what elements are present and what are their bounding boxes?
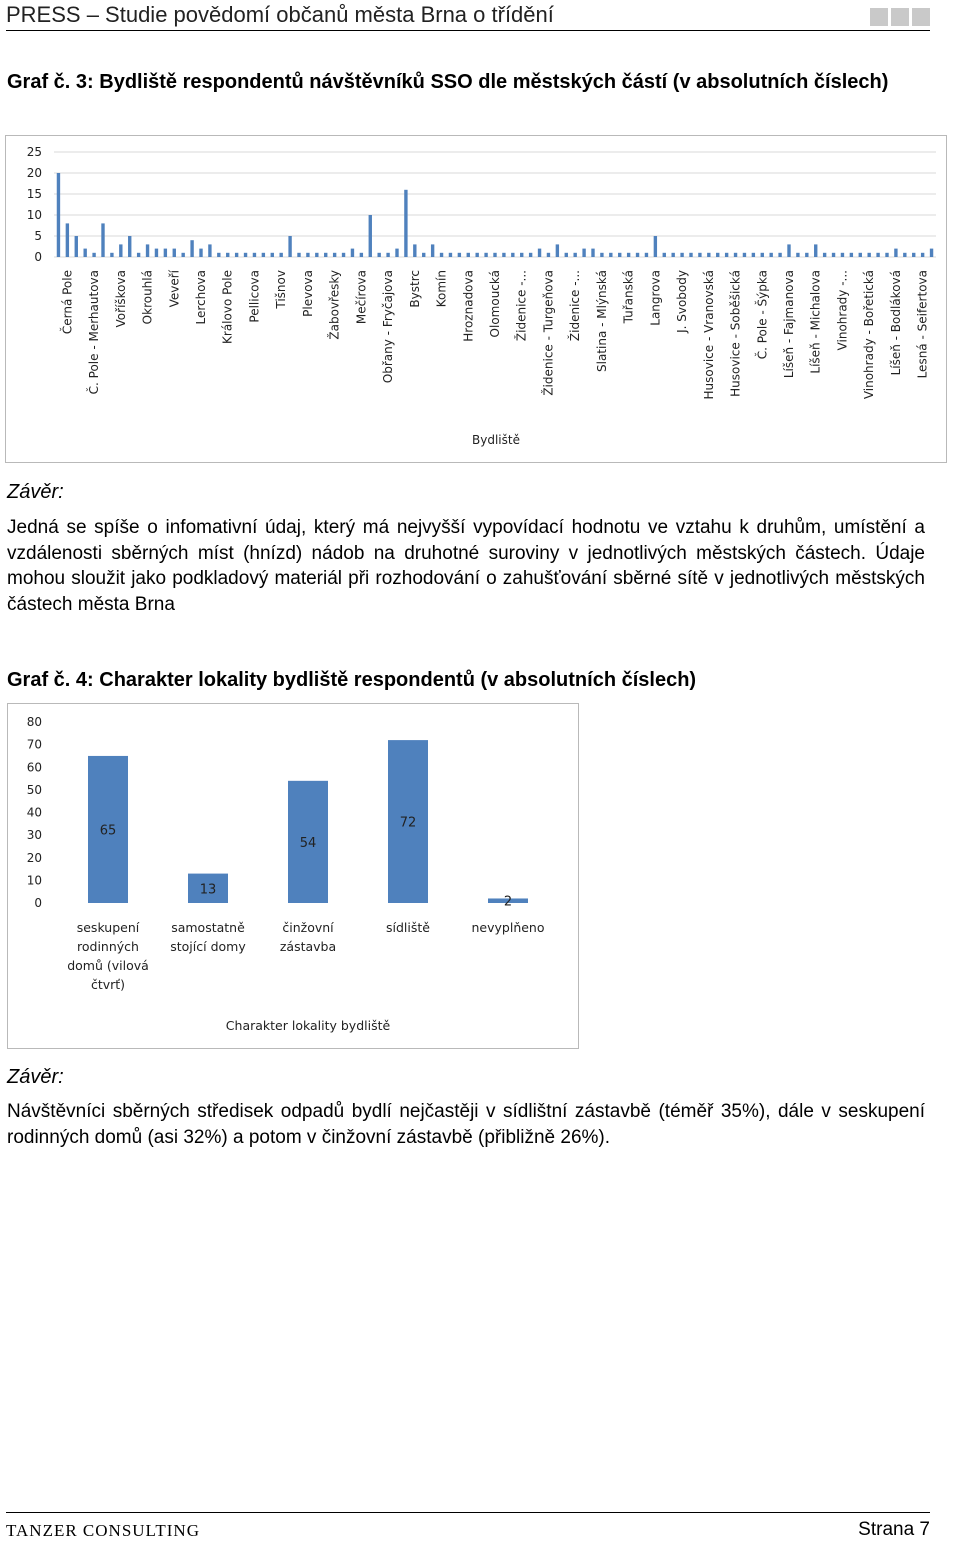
y-tick-label: 20 (26, 850, 42, 865)
x-tick-label: Slatina - Mlýnská (594, 270, 609, 372)
x-tick-label: Líšeň - Michalova (808, 270, 823, 374)
x-tick-label: Obřany - Fryčajova (381, 270, 396, 384)
x-tick-label: činžovní (282, 920, 334, 935)
bar (324, 253, 327, 257)
x-tick-label: Hroznadova (461, 269, 476, 342)
bar (262, 253, 265, 257)
x-tick-label: samostatně (171, 920, 245, 935)
x-tick-label: Lesná - Seifertova (915, 270, 930, 379)
bar (689, 253, 692, 257)
bar (217, 253, 220, 257)
graf3-chart (5, 135, 947, 463)
y-tick-label: 40 (26, 805, 42, 820)
bar (440, 253, 443, 257)
bar (912, 253, 915, 257)
x-tick-label: stojící domy (170, 939, 246, 954)
bar (671, 253, 674, 257)
footer-page-number: Strana 7 (858, 1519, 930, 1540)
bar (743, 253, 746, 257)
bar (369, 215, 372, 257)
bar (181, 253, 184, 257)
bar (867, 253, 870, 257)
x-tick-label: Tuřanská (621, 270, 636, 324)
bar (66, 223, 69, 257)
bar (449, 253, 452, 257)
data-label: 72 (399, 815, 417, 831)
bar (778, 253, 781, 257)
x-tick-label: Husovice - Soběšická (728, 270, 743, 397)
graf4-svg (8, 704, 578, 1048)
x-tick-label: Langrova (648, 270, 663, 326)
bar (493, 253, 496, 257)
bar (823, 253, 826, 257)
bar (484, 253, 487, 257)
x-tick-label: rodinných (77, 939, 139, 954)
bar (119, 244, 122, 257)
page-footer (6, 1512, 930, 1540)
x-axis-title: Bydliště (472, 433, 520, 447)
bar (627, 253, 630, 257)
x-tick-label: Č. Pole - Merhautova (87, 270, 102, 395)
bar (92, 253, 95, 257)
bar (413, 244, 416, 257)
bar (573, 253, 576, 257)
bar (235, 253, 238, 257)
bar (707, 253, 710, 257)
bar (805, 253, 808, 257)
bar (244, 253, 247, 257)
zaver2-text: Návštěvníci sběrných středisek odpadů bydlí nejčastěji v sídlištní zástavbě (téměř 35%), dále v seskupení rodinných domů (asi 32%) a potom v činžovní zástavbě (přibližně 26%). (7, 1101, 925, 1148)
bar (271, 253, 274, 257)
x-tick-label: Vinohrady - Bořetická (862, 270, 877, 400)
bar (360, 253, 363, 257)
bar (511, 253, 514, 257)
bar (796, 253, 799, 257)
bar (591, 249, 594, 257)
bar (734, 253, 737, 257)
x-tick-label: Tišnov (274, 270, 289, 309)
x-tick-label: Vinohrady -... (835, 270, 850, 351)
x-tick-label: Líšeň - Fajmanova (782, 270, 796, 379)
bar (75, 236, 78, 257)
bar (752, 253, 755, 257)
x-tick-label: Lerchova (194, 270, 208, 325)
y-tick-label: 60 (26, 760, 42, 775)
x-tick-label: Č. Pole - Šýpka (755, 270, 770, 360)
bar (279, 253, 282, 257)
footer-company: TANZER CONSULTING (6, 1521, 200, 1540)
bar (395, 249, 398, 257)
bar (57, 173, 60, 257)
bar (467, 253, 470, 257)
bar (386, 253, 389, 257)
data-label: 13 (199, 882, 217, 898)
x-tick-label: Plevova (300, 270, 315, 317)
bar (404, 190, 407, 257)
bar (199, 249, 202, 257)
bar (680, 253, 683, 257)
bar (832, 253, 835, 257)
bar (645, 253, 648, 257)
bar (716, 253, 719, 257)
bar (137, 253, 140, 257)
x-tick-label: Husovice - Vranovská (701, 270, 716, 400)
x-tick-label: sídliště (386, 920, 430, 935)
bar (725, 253, 728, 257)
bar (885, 253, 888, 257)
bar (475, 253, 478, 257)
y-tick-label: 5 (34, 229, 42, 243)
bar (208, 244, 211, 257)
bar (556, 244, 559, 257)
bar (190, 240, 193, 257)
x-tick-label: Židenice -... (568, 270, 583, 342)
y-tick-label: 30 (26, 828, 42, 843)
bar (930, 249, 933, 257)
bar (173, 249, 176, 257)
x-tick-label: seskupení (76, 920, 140, 935)
bar (636, 253, 639, 257)
bar (288, 236, 291, 257)
y-tick-label: 10 (26, 208, 42, 222)
y-tick-label: 0 (34, 250, 42, 264)
page-header (6, 0, 930, 31)
zaver2-label: Závěr: (7, 1066, 64, 1088)
y-tick-label: 70 (26, 737, 42, 752)
bar (164, 249, 167, 257)
bar (921, 253, 924, 257)
bar (529, 253, 532, 257)
y-tick-label: 80 (26, 715, 42, 729)
bar (431, 244, 434, 257)
bar (502, 253, 505, 257)
x-tick-label: Královo Pole (220, 270, 235, 344)
y-tick-label: 25 (26, 145, 42, 159)
graf3-svg (6, 136, 946, 462)
y-tick-label: 10 (26, 873, 42, 888)
x-tick-label: Židenice -... (514, 270, 529, 342)
x-tick-label: Žabovřesky (327, 270, 342, 340)
x-tick-label: zástavba (279, 939, 337, 954)
bar (582, 249, 585, 257)
x-tick-label: Bystrc (407, 270, 422, 308)
bar (663, 253, 666, 257)
grey-squares-logo-icon (870, 8, 930, 26)
bar (600, 253, 603, 257)
bar (814, 244, 817, 257)
x-tick-label: Mečírova (354, 270, 369, 325)
bar (333, 253, 336, 257)
bar (306, 253, 309, 257)
zaver1-text: Jedná se spíše o infomativní údaj, který má nejvyšší vypovídací hodnotu ve vztahu k druhům, umístění a vzdálenosti sběrných míst (hnízd) nádob na druhotné suroviny v jednotlivých městských částech. Údaje mohou sloužit jako podkladový materiál při rozhodování o zahušťování sběrné sítě v jednotlivých městských částech města Brna (7, 517, 925, 615)
header-title: PRESS – Studie povědomí občanů města Brna o třídění (6, 2, 554, 27)
bar (538, 249, 541, 257)
bar (547, 253, 550, 257)
bar (787, 244, 790, 257)
zaver1-label: Závěr: (7, 481, 64, 503)
bar (128, 236, 131, 257)
bar (315, 253, 318, 257)
bar (609, 253, 612, 257)
bar (859, 253, 862, 257)
graf4-heading: Graf č. 4: Charakter lokality bydliště respondentů (v absolutních číslech) (7, 669, 697, 691)
bar (377, 253, 380, 257)
bar (618, 253, 621, 257)
data-label: 54 (299, 835, 317, 851)
bar (155, 249, 158, 257)
bar (894, 249, 897, 257)
bar (841, 253, 844, 257)
data-label: 2 (503, 894, 513, 910)
bar (351, 249, 354, 257)
x-tick-label: domů (vilová (67, 958, 149, 973)
data-label: 65 (99, 823, 117, 839)
bar (297, 253, 300, 257)
x-tick-label: Okrouhlá (140, 270, 155, 325)
graf4-chart (7, 703, 579, 1049)
x-tick-label: J. Svobody (675, 270, 690, 333)
bar (698, 253, 701, 257)
bar (761, 253, 764, 257)
graf3-heading: Graf č. 3: Bydliště respondentů návštěvníků SSO dle městských částí (v absolutních číslech) (7, 71, 889, 93)
x-tick-label: čtvrť) (90, 977, 126, 992)
bar (253, 253, 256, 257)
bar (876, 253, 879, 257)
x-tick-label: Voříškova (113, 270, 128, 328)
bar (422, 253, 425, 257)
x-tick-label: nevyplňeno (471, 920, 545, 935)
x-tick-label: Olomoucká (488, 270, 502, 338)
x-tick-label: Líšeň - Bodláková (888, 270, 903, 376)
bar (110, 253, 113, 257)
y-tick-label: 50 (26, 782, 42, 797)
bar (903, 253, 906, 257)
bar (654, 236, 657, 257)
bar (146, 244, 149, 257)
bar (565, 253, 568, 257)
x-tick-label: Pellicova (247, 270, 262, 323)
bar (83, 249, 86, 257)
y-tick-label: 0 (34, 896, 42, 910)
x-axis-title: Charakter lokality bydliště (225, 1018, 391, 1033)
y-tick-label: 15 (26, 187, 42, 201)
x-tick-label: Veveří (167, 270, 182, 308)
bar (850, 253, 853, 257)
y-tick-label: 20 (26, 166, 42, 180)
x-tick-label: Černá Pole (60, 270, 75, 335)
x-tick-label: Komín (434, 270, 449, 308)
bar (342, 253, 345, 257)
bar (769, 253, 772, 257)
bar (520, 253, 523, 257)
bar (226, 253, 229, 257)
x-tick-label: Židenice - Turgeňova (541, 270, 556, 396)
bar (458, 253, 461, 257)
bar (101, 223, 104, 257)
